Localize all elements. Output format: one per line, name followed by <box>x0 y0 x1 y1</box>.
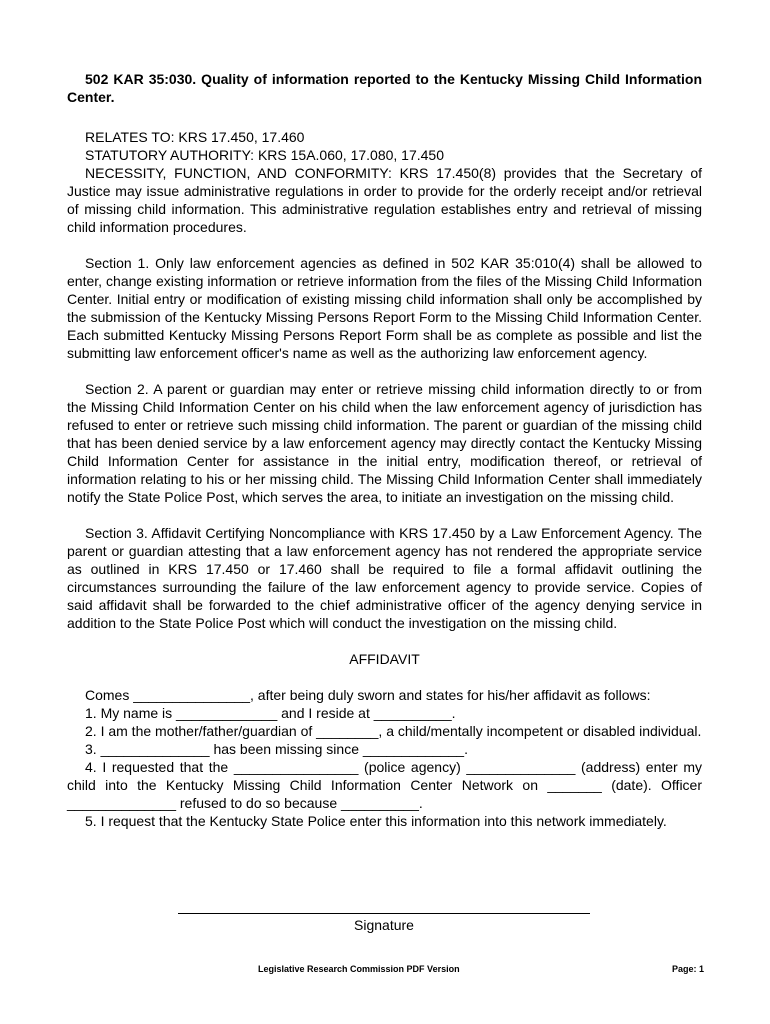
affidavit-heading: AFFIDAVIT <box>349 651 420 667</box>
spacer <box>67 506 702 524</box>
affidavit-item-1: 1. My name is _____________ and I reside at __________. <box>85 705 456 721</box>
affidavit-item-2: 2. I am the mother/father/guardian of ________, a child/mentally incompetent or disabled individual. <box>85 723 702 739</box>
section-2: Section 2. A parent or guardian may enter or retrieve missing child information directly to or from the Missing Child Information Center on his child when the law enforcement agency of jurisdiction has refused to enter or retrieve such missing child information. The parent or guardian of the missing child that has been denied service by a law enforcement agency may directly contact the Kentucky Missing Child Information Center for assistance in the initial entry, modification thereof, or retrieval of information relating to his or her missing child. The Missing Child Information Center shall immediately notify the State Police Post, which serves the area, to initiate an investigation on the missing child. <box>67 381 702 505</box>
affidavit-comes: Comes _______________, after being duly sworn and states for his/her affidavit as follows: <box>85 687 651 703</box>
document-title: 502 KAR 35:030. Quality of information reported to the Kentucky Missing Child Information Center. <box>67 71 702 105</box>
section-3: Section 3. Affidavit Certifying Noncompliance with KRS 17.450 by a Law Enforcement Agency. The parent or guardian attesting that a law enforcement agency has not rendered the appropriate service as outlined in KRS 17.450 or 17.460 shall be required to file a formal affidavit outlining the circumstances surrounding the failure of the law enforcement agency to provide service. Copies of said affidavit shall be forwarded to the chief administrative officer of the agency denying service in addition to the State Police Post which will conduct the investigation on the missing child. <box>67 525 702 631</box>
necessity-paragraph: NECESSITY, FUNCTION, AND CONFORMITY: KRS 17.450(8) provides that the Secretary of Justice may issue administrative regulations in order to provide for the orderly receipt and/or retrieval of missing child information. This administrative regulation establishes entry and retrieval of missing child information procedures. <box>67 165 702 235</box>
spacer <box>67 236 702 254</box>
document-body <box>67 70 702 830</box>
relates-to: RELATES TO: KRS 17.450, 17.460 <box>85 129 305 145</box>
affidavit-item-5: 5. I request that the Kentucky State Police enter this information into this network immediately. <box>85 813 667 829</box>
section-1: Section 1. Only law enforcement agencies as defined in 502 KAR 35:010(4) shall be allowed to enter, change existing information or retrieve information from the files of the Missing Child Information Center. Initial entry or modification of existing missing child information shall only be accomplished by the submission of the Kentucky Missing Persons Report Form to the Missing Child Information Center. Each submitted Kentucky Missing Persons Report Form shall be as complete as possible and list the submitting law enforcement officer's name as well as the authorizing law enforcement agency. <box>67 255 702 361</box>
footer-source: Legislative Research Commission PDF Version <box>258 964 460 974</box>
spacer <box>67 668 702 686</box>
signature-line <box>178 913 590 914</box>
signature-label: Signature <box>354 917 414 933</box>
page-number: Page: 1 <box>672 964 705 974</box>
affidavit-item-4: 4. I requested that the ________________ (police agency) ______________ (address) enter my child into the Kentucky Missing Child Information Center Network on _______ (date). Officer ______________ refused to do so because __________. <box>67 759 702 811</box>
statutory-authority: STATUTORY AUTHORITY: KRS 15A.060, 17.080, 17.450 <box>85 147 444 163</box>
affidavit-item-3: 3. ______________ has been missing since _____________. <box>85 741 468 757</box>
spacer <box>67 632 702 650</box>
spacer <box>67 362 702 380</box>
